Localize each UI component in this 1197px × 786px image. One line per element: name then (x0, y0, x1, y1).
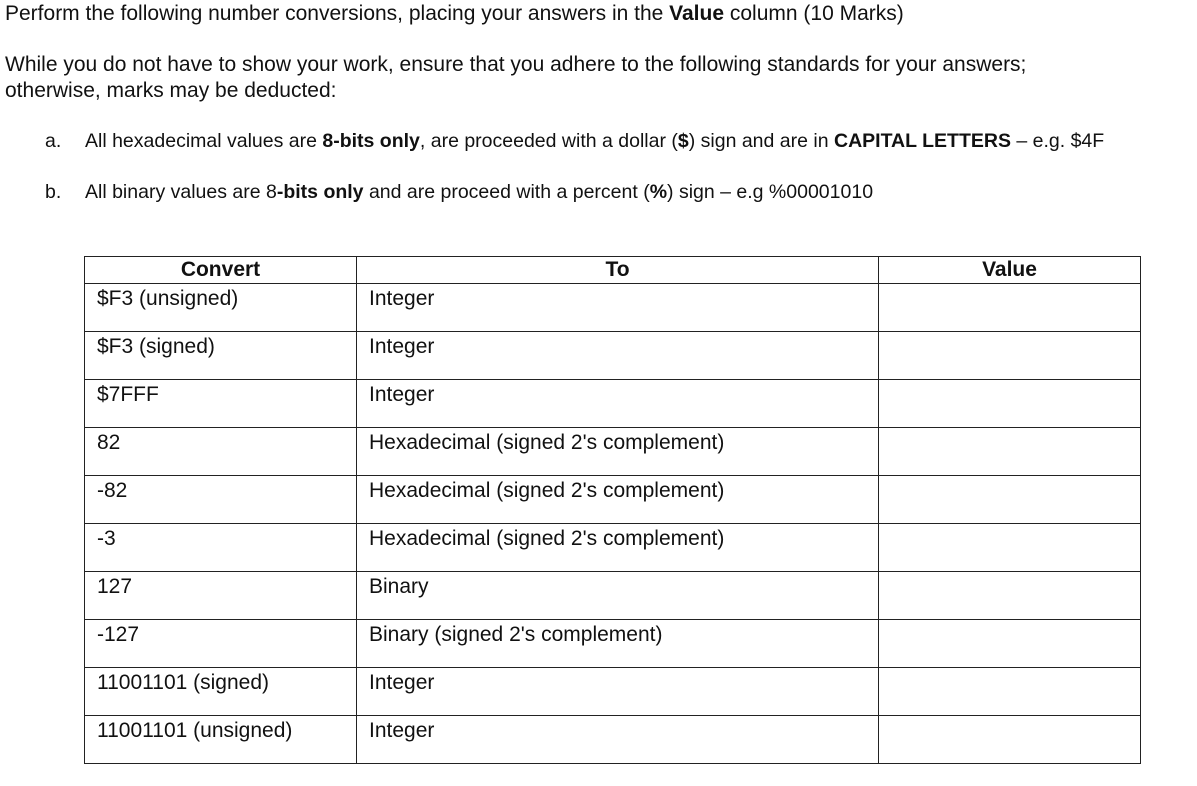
table-row (85, 572, 1141, 620)
table-row (85, 524, 1141, 572)
list-marker: b. (45, 181, 62, 203)
value-cell[interactable] (879, 284, 1141, 332)
table-row (85, 428, 1141, 476)
value-cell[interactable] (879, 476, 1141, 524)
intro-text: Perform the following number conversions, placing your answers in the (5, 2, 670, 25)
to-cell: Integer (357, 668, 879, 716)
value-cell[interactable] (879, 332, 1141, 380)
convert-cell: $7FFF (85, 380, 357, 428)
table-row (85, 380, 1141, 428)
value-cell[interactable] (879, 572, 1141, 620)
convert-cell: -82 (85, 476, 357, 524)
table-row (85, 716, 1141, 764)
to-cell: Hexadecimal (signed 2's complement) (357, 476, 879, 524)
convert-cell: 11001101 (signed) (85, 668, 357, 716)
to-cell: Binary (signed 2's complement) (357, 620, 879, 668)
table-row (85, 668, 1141, 716)
to-cell: Hexadecimal (signed 2's complement) (357, 524, 879, 572)
value-cell[interactable] (879, 380, 1141, 428)
convert-cell: 127 (85, 572, 357, 620)
to-cell: Integer (357, 332, 879, 380)
table-row (85, 476, 1141, 524)
convert-cell: -3 (85, 524, 357, 572)
instructions-line-2: otherwise, marks may be deducted: (5, 79, 337, 102)
instructions-paragraph (5, 52, 1026, 104)
to-cell: Binary (357, 572, 879, 620)
value-cell[interactable] (879, 428, 1141, 476)
intro-bold-value: Value (669, 2, 725, 25)
instructions-line-1: While you do not have to show your work, ensure that you adhere to the following standards for your answers; (5, 53, 1027, 76)
to-cell: Integer (357, 284, 879, 332)
value-cell[interactable] (879, 716, 1141, 764)
table-row (85, 284, 1141, 332)
table-header-row (85, 257, 1141, 284)
conversion-table (84, 256, 1141, 764)
rule-text: All binary values are 8-bits only and are proceed with a percent (%) sign – e.g %00001010 (85, 181, 874, 203)
header-to: To (357, 257, 879, 284)
to-cell: Hexadecimal (signed 2's complement) (357, 428, 879, 476)
value-cell[interactable] (879, 620, 1141, 668)
value-cell[interactable] (879, 668, 1141, 716)
list-marker: a. (45, 130, 62, 152)
convert-cell: 82 (85, 428, 357, 476)
to-cell: Integer (357, 716, 879, 764)
header-value: Value (879, 257, 1141, 284)
header-convert: Convert (85, 257, 357, 284)
convert-cell: 11001101 (unsigned) (85, 716, 357, 764)
intro-paragraph (5, 1, 904, 27)
convert-cell: $F3 (unsigned) (85, 284, 357, 332)
intro-text-end: column (10 Marks) (724, 2, 904, 25)
table-row (85, 332, 1141, 380)
table-row (85, 620, 1141, 668)
value-cell[interactable] (879, 524, 1141, 572)
rule-text: All hexadecimal values are 8-bits only, are proceeded with a dollar ($) sign and are in CAPITAL LETTERS – e.g. $4F (85, 130, 1105, 152)
convert-cell: -127 (85, 620, 357, 668)
to-cell: Integer (357, 380, 879, 428)
convert-cell: $F3 (signed) (85, 332, 357, 380)
